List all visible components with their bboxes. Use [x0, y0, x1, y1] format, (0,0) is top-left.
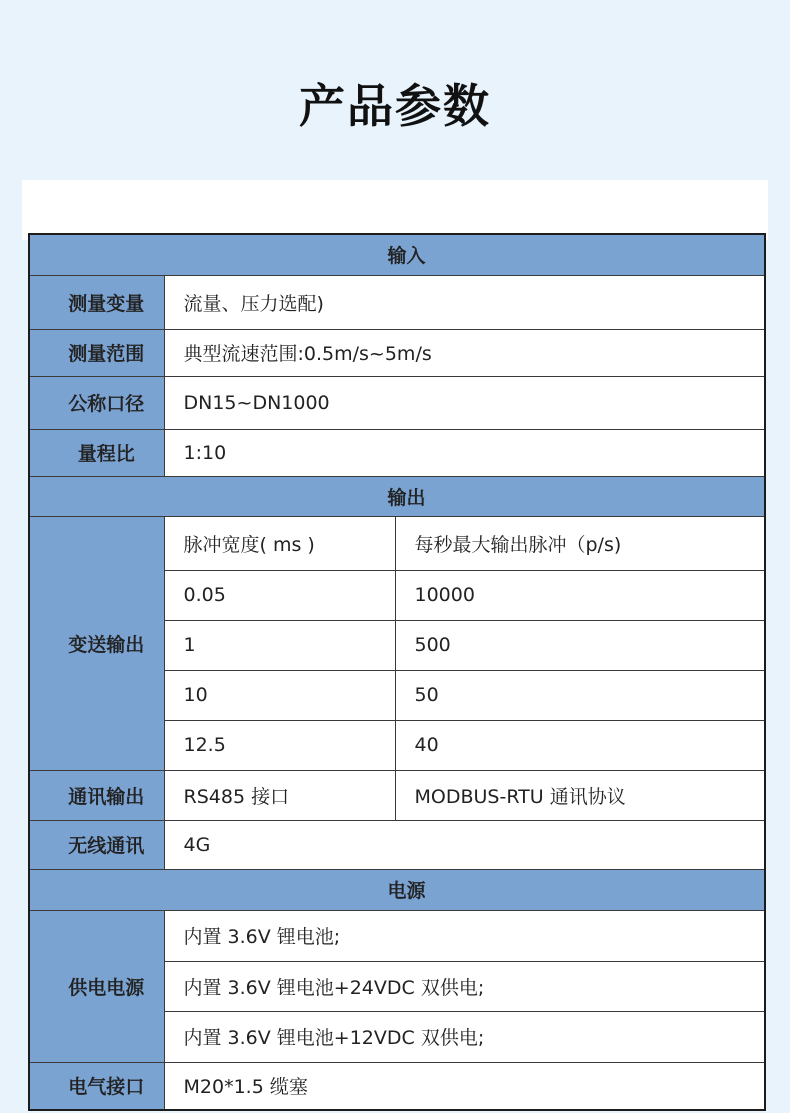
row-label: 无线通讯	[29, 820, 164, 869]
pulse-width-cell: 12.5	[164, 720, 395, 770]
max-pulse-cell: 40	[395, 720, 765, 770]
max-pulse-header: 每秒最大输出脉冲（p/s)	[395, 516, 765, 570]
row-label: 通讯输出	[29, 770, 164, 820]
row-label: 量程比	[29, 429, 164, 476]
row-label: 测量范围	[29, 329, 164, 376]
table-row	[29, 516, 765, 570]
table-row	[29, 429, 765, 476]
table-row	[29, 275, 765, 329]
row-value: 流量、压力选配)	[164, 275, 765, 329]
row-value: M20*1.5 缆塞	[164, 1062, 765, 1110]
row-label: 测量变量	[29, 275, 164, 329]
section-header-power: 电源	[29, 869, 765, 910]
comm-interface-cell: RS485 接口	[164, 770, 395, 820]
row-label: 供电电源	[29, 910, 164, 1062]
row-label: 电气接口	[29, 1062, 164, 1110]
table-row	[29, 770, 765, 820]
table-row	[29, 376, 765, 429]
section-row-input	[29, 234, 765, 275]
table-row	[29, 1062, 765, 1110]
power-option-cell: 内置 3.6V 锂电池+24VDC 双供电;	[164, 961, 765, 1011]
row-value: 1:10	[164, 429, 765, 476]
pulse-width-cell: 1	[164, 620, 395, 670]
pulse-width-cell: 0.05	[164, 570, 395, 620]
table-row	[29, 820, 765, 869]
section-row-output	[29, 476, 765, 516]
section-header-input: 输入	[29, 234, 765, 275]
row-label: 公称口径	[29, 376, 164, 429]
max-pulse-cell: 500	[395, 620, 765, 670]
power-option-cell: 内置 3.6V 锂电池+12VDC 双供电;	[164, 1011, 765, 1062]
table-row	[29, 910, 765, 961]
pulse-width-cell: 10	[164, 670, 395, 720]
max-pulse-cell: 50	[395, 670, 765, 720]
section-row-power	[29, 869, 765, 910]
row-value: DN15~DN1000	[164, 376, 765, 429]
table-row	[29, 329, 765, 376]
row-value: 4G	[164, 820, 765, 869]
comm-protocol-cell: MODBUS-RTU 通讯协议	[395, 770, 765, 820]
section-header-output: 输出	[29, 476, 765, 516]
power-option-cell: 内置 3.6V 锂电池;	[164, 910, 765, 961]
white-band	[22, 180, 768, 240]
spec-table	[28, 233, 766, 1111]
row-value: 典型流速范围:0.5m/s~5m/s	[164, 329, 765, 376]
max-pulse-cell: 10000	[395, 570, 765, 620]
row-label: 变送输出	[29, 516, 164, 770]
page-title: 产品参数	[299, 79, 491, 133]
pulse-width-header: 脉冲宽度( ms )	[164, 516, 395, 570]
